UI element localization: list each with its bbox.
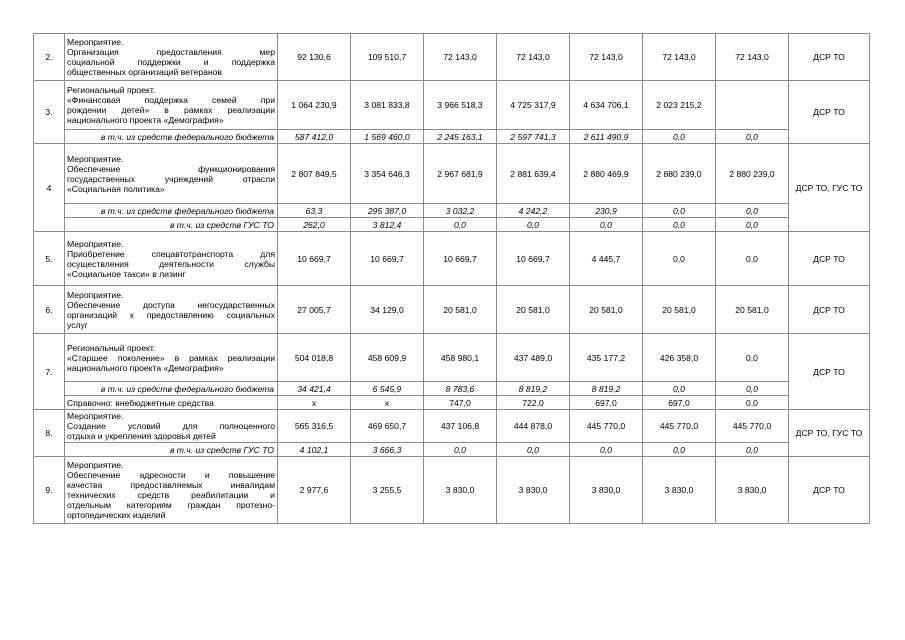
sub-value-cell: 0,0 [643,130,716,144]
value-cell: 469 650,7 [351,410,424,443]
executor-cell: ДСР ТО [789,457,870,524]
row-description-line: общественных организаций ветеранов [67,67,222,77]
value-cell: 2 023 215,2 [643,81,716,130]
row-title: Мероприятие. [67,289,124,300]
executor-cell: ДСР ТО, ГУС ТО [789,410,870,457]
value-cell [716,81,789,130]
row-title: Мероприятие. [67,460,124,470]
row-description-line: Обеспечение функционирования [67,163,275,174]
value-cell: 2 881 639,4 [497,144,570,204]
sub-value-cell: 2 597 741,3 [497,130,570,144]
sub-value-cell: 262,0 [278,218,351,232]
note-value-cell: 747,0 [424,396,497,410]
sub-row [34,218,870,232]
executor-cell: ДСР ТО [789,81,870,144]
value-cell: 1 064 230,9 [278,81,351,130]
row-description-line: технических средств реабилитации и [67,490,275,500]
value-cell: 20 581,0 [716,286,789,334]
value-cell: 4 725 317,9 [497,81,570,130]
sub-value-cell: 230,9 [570,204,643,218]
row-number: 5. [34,232,65,286]
value-cell: 0,0 [716,232,789,286]
row-description-line: качества предоставляемых инвалидам [67,480,275,490]
sub-row [34,204,870,218]
row-description-line: «Старшее поколение» в рамках реализации [67,352,275,363]
value-cell: 458 609,9 [351,334,424,382]
row-number: 8. [34,410,65,457]
row-description-line: рождении детей» в рамках реализации [67,105,275,115]
value-cell: 0,0 [716,334,789,382]
value-cell: 3 081 833,8 [351,81,424,130]
value-cell: 437 489,0 [497,334,570,382]
sub-value-cell: 3 666,3 [351,443,424,457]
row-description-line: государственных учреждений отрасли [67,173,275,184]
value-cell: 437 106,8 [424,410,497,443]
note-value-cell: 722,0 [497,396,570,410]
sub-value-cell: 63,3 [278,204,351,218]
table-row [34,34,870,81]
row-description [65,334,278,382]
row-description-line: национального проекта «Демография» [67,115,224,125]
table-row [34,410,870,443]
row-description-line: социальной поддержки и поддержка [67,57,275,67]
note-row-label: Справочно: внебюджетные средства [65,396,278,410]
sub-value-cell: 1 569 460,0 [351,130,424,144]
value-cell: 72 143,0 [424,34,497,81]
sub-value-cell: 0,0 [497,443,570,457]
row-description-line: Приобретение спецавтотранспорта для [67,248,275,259]
value-cell: 72 143,0 [643,34,716,81]
value-cell: 20 581,0 [424,286,497,334]
sub-value-cell: 0,0 [570,443,643,457]
table-row [34,81,870,130]
value-cell: 72 143,0 [570,34,643,81]
row-title: Мероприятие. [67,411,124,421]
value-cell: 109 510,7 [351,34,424,81]
budget-table [33,33,870,524]
value-cell: 3 354 646,3 [351,144,424,204]
note-value-cell: 697,0 [643,396,716,410]
value-cell: 2 977,6 [278,457,351,524]
value-cell: 2 880 239,0 [716,144,789,204]
sub-value-cell: 4 102,1 [278,443,351,457]
sub-value-cell: 6 545,9 [351,382,424,396]
sub-value-cell: 0,0 [716,130,789,144]
value-cell: 2 967 681,9 [424,144,497,204]
sub-value-cell: 3 032,2 [424,204,497,218]
sub-value-cell: 0,0 [716,204,789,218]
executor-cell: ДСР ТО [789,334,870,410]
sub-value-cell: 2 245 163,1 [424,130,497,144]
value-cell: 3 966 518,3 [424,81,497,130]
row-description [65,286,278,334]
row-number: 9. [34,457,65,524]
note-value-cell: х [351,396,424,410]
value-cell: 565 316,5 [278,410,351,443]
note-value-cell: 0,0 [716,396,789,410]
sub-row-label: в т.ч. из средств ГУС ТО [65,218,278,232]
sub-value-cell: 587 412,0 [278,130,351,144]
value-cell: 10 669,7 [424,232,497,286]
value-cell: 3 830,0 [424,457,497,524]
row-description-line: Обеспечение доступа негосударственных [67,299,275,310]
sub-value-cell: 0,0 [716,443,789,457]
sub-row-label: в т.ч. из средств федерального бюджета [65,204,278,218]
table-row [34,144,870,204]
value-cell: 34 129,0 [351,286,424,334]
value-cell: 2 880 239,0 [643,144,716,204]
sub-value-cell: 0,0 [570,218,643,232]
value-cell: 445 770,0 [570,410,643,443]
table-body [34,34,870,524]
sub-row-label: в т.ч. из средств федерального бюджета [65,130,278,144]
sub-row [34,130,870,144]
value-cell: 72 143,0 [716,34,789,81]
value-cell: 20 581,0 [497,286,570,334]
row-description-line: «Социальная политика» [67,183,165,194]
row-number: 4 [34,144,65,232]
value-cell: 445 770,0 [643,410,716,443]
row-description [65,81,278,130]
row-description-line: «Финансовая поддержка семей при [67,95,275,105]
value-cell: 435 177,2 [570,334,643,382]
row-title: Региональный проект. [67,342,156,353]
value-cell: 92 130,6 [278,34,351,81]
row-description-line: Обеспечение адресности и повышение [67,470,275,480]
sub-value-cell: 4 242,2 [497,204,570,218]
sub-row-label: в т.ч. из средств ГУС ТО [65,443,278,457]
note-value-cell: х [278,396,351,410]
sub-value-cell: 8 819,2 [497,382,570,396]
row-description-line: отдельным категориям граждан протезно- [67,500,275,510]
row-description [65,232,278,286]
executor-cell: ДСР ТО [789,34,870,81]
value-cell: 2 880 469,9 [570,144,643,204]
sub-value-cell: 295 387,0 [351,204,424,218]
value-cell: 4 634 706,1 [570,81,643,130]
sub-value-cell: 0,0 [716,218,789,232]
row-description-line: ортопедических изделий [67,510,166,520]
row-description-line: «Социальное такси» в лизинг [67,268,186,279]
row-description-line: национального проекта «Демография» [67,362,224,373]
sub-value-cell: 34 421,4 [278,382,351,396]
row-number: 3. [34,81,65,144]
value-cell: 20 581,0 [643,286,716,334]
row-description-line: услуг [67,319,88,330]
sub-value-cell: 0,0 [643,443,716,457]
row-title: Мероприятие. [67,37,124,47]
value-cell: 4 445,7 [570,232,643,286]
executor-cell: ДСР ТО [789,232,870,286]
sub-value-cell: 0,0 [424,443,497,457]
value-cell: 444 878,0 [497,410,570,443]
value-cell: 3 830,0 [716,457,789,524]
row-description-line: организаций к предоставлению социальных [67,309,275,320]
row-description [65,410,278,443]
value-cell: 458 980,1 [424,334,497,382]
table-row [34,334,870,382]
row-title: Региональный проект. [67,85,156,95]
value-cell: 504 018,8 [278,334,351,382]
value-cell: 10 669,7 [278,232,351,286]
value-cell: 0,0 [643,232,716,286]
value-cell: 3 830,0 [570,457,643,524]
sub-value-cell: 0,0 [643,204,716,218]
value-cell: 27 005,7 [278,286,351,334]
sub-value-cell: 0,0 [497,218,570,232]
row-description [65,34,278,81]
sub-value-cell: 0,0 [643,382,716,396]
row-description-line: Организация предоставления мер [67,47,275,57]
sub-value-cell: 3 812,4 [351,218,424,232]
row-description [65,144,278,204]
row-number: 6. [34,286,65,334]
table-row [34,457,870,524]
value-cell: 445 770,0 [716,410,789,443]
value-cell: 72 143,0 [497,34,570,81]
sub-row [34,382,870,396]
row-description-line: осуществления деятельности службы [67,258,275,269]
row-description-line: Создание условий для полноценного [67,421,275,431]
sub-value-cell: 0,0 [716,382,789,396]
note-value-cell: 697,0 [570,396,643,410]
sub-row-label: в т.ч. из средств федерального бюджета [65,382,278,396]
value-cell: 3 830,0 [643,457,716,524]
value-cell: 2 807 849,5 [278,144,351,204]
row-number: 7. [34,334,65,410]
row-description-line: отдыха и укрепления здоровья детей [67,431,216,441]
row-number: 2. [34,34,65,81]
row-title: Мероприятие. [67,153,124,164]
value-cell: 10 669,7 [351,232,424,286]
executor-cell: ДСР ТО, ГУС ТО [789,144,870,232]
row-title: Мероприятие. [67,238,124,249]
sub-value-cell: 8 783,6 [424,382,497,396]
row-description [65,457,278,524]
value-cell: 3 830,0 [497,457,570,524]
value-cell: 426 358,0 [643,334,716,382]
sub-row [34,443,870,457]
value-cell: 10 669,7 [497,232,570,286]
sub-value-cell: 2 611 490,9 [570,130,643,144]
table-row [34,286,870,334]
note-row [34,396,870,410]
value-cell: 3 255,5 [351,457,424,524]
sub-value-cell: 0,0 [424,218,497,232]
sub-value-cell: 0,0 [643,218,716,232]
table-row [34,232,870,286]
executor-cell: ДСР ТО [789,286,870,334]
value-cell: 20 581,0 [570,286,643,334]
sub-value-cell: 8 819,2 [570,382,643,396]
